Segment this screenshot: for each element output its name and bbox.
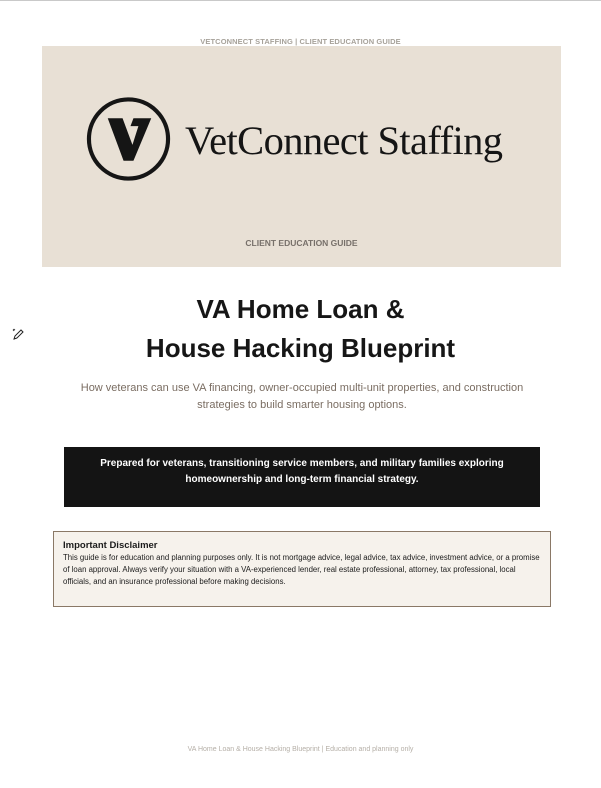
title-line-2: House Hacking Blueprint bbox=[145, 333, 456, 363]
logo-wordmark: VetConnect Staffing bbox=[185, 118, 503, 163]
page-subtitle: How veterans can use VA financing, owner-occupied multi-unit properties, and construction strategies to build smarter housing options. bbox=[80, 382, 524, 411]
page-title bbox=[0, 290, 601, 368]
disclaimer-title: Important Disclaimer bbox=[63, 540, 158, 551]
hero-caption: CLIENT EDUCATION GUIDE bbox=[245, 238, 358, 248]
disclaimer-body: This guide is for education and planning purposes only. It is not mortgage advice, legal advice, tax advice, investment advice, or a promise of loan approval. Always verify your situation with a VA-experienced lender, real estate professional, attorney, tax professional, local officials, and an insurance professional before making decisions. bbox=[63, 553, 540, 586]
audience-banner-text: Prepared for veterans, transitioning service members, and military families exploring homeownership and long-term financial strategy. bbox=[100, 458, 504, 485]
hero-banner bbox=[42, 46, 561, 267]
vetconnect-logo-icon bbox=[85, 95, 172, 183]
audience-banner bbox=[64, 447, 540, 507]
top-divider bbox=[0, 0, 601, 1]
title-line-1: VA Home Loan & bbox=[196, 294, 405, 324]
disclaimer-box bbox=[53, 531, 551, 607]
running-header: VETCONNECT STAFFING | CLIENT EDUCATION GUIDE bbox=[200, 37, 401, 46]
page-footer: VA Home Loan & House Hacking Blueprint | Education and planning only bbox=[187, 746, 414, 753]
